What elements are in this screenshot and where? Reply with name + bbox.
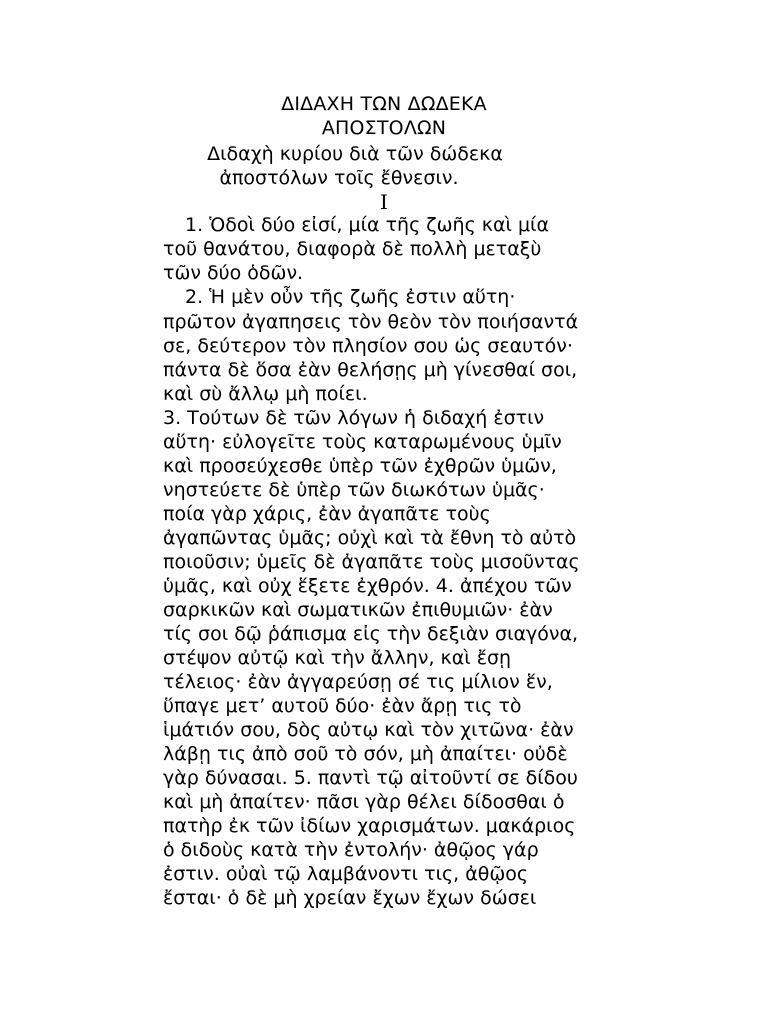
body-line: 3. Τούτων δὲ τῶν λόγων ἡ διδαχή ἐστιν [163,407,545,429]
body-line: ὁ διδοὺς κατὰ τὴν ἐντολήν· ἀθῷος γάρ [163,839,539,861]
body-line: πάντα δὲ ὅσα ἐὰν θελήσῃς μὴ γίνεσθαί σοι, [163,359,578,381]
body-line: ποιοῦσιν; ὑμεῖς δὲ ἀγαπᾶτε τοὺς μισοῦντας [163,551,580,573]
body-line: στέψον αὐτῷ καὶ τὴν ἄλλην, καὶ ἔσῃ [163,647,512,669]
body-line: ἱμάτιόν σου, δὸς αὐτῳ καὶ τὸν χιτῶνα· ἐὰν [163,719,574,741]
body-line: ποία γὰρ χάρις, ἐὰν ἀγαπᾶτε τοὺς [163,503,491,525]
body-line: σαρκικῶν καὶ σωματικῶν ἐπιθυμιῶν· ἐὰν [163,599,553,621]
body-line: ἐστιν. οὐαὶ τῷ λαμβάνοντι τις, ἀθῷος [163,863,529,885]
body-line: καὶ σὺ ἄλλῳ μὴ ποίει. [163,383,368,405]
body-line: καὶ προσεύχεσθε ὑπὲρ τῶν ἐχθρῶν ὑμῶν, [163,455,557,477]
body-line: σε, δεύτερον τὸν πλησίον σου ὡς σεαυτόν· [163,335,573,357]
body-line: τῶν δύο ὁδῶν. [163,262,304,284]
body-line: ἔσται· ὁ δὲ μὴ χρείαν ἔχων ἔχων δώσει [163,887,537,909]
document-subtitle-line-1: Διδαχὴ κυρίου διὰ τῶν δώδεκα [207,143,503,165]
document-subtitle-line-2: ἀποστόλων τοῖς ἔθνεσιν. [219,167,459,189]
chapter-numeral: I [380,190,388,214]
body-line: νηστεύετε δὲ ὑπὲρ τῶν διωκότων ὑμᾶς· [163,479,545,501]
body-line: αὕτη· εὐλογεῖτε τοὺς καταρωμένους ὑμῖν [163,431,562,453]
body-line: τίς σοι δῷ ῥάπισμα εἰς τὴν δεξιὰν σιαγόνα, [163,623,579,645]
body-line: 1. Ὁδοὶ δύο εἰσί, μία τῆς ζωῆς καὶ μία [185,214,549,236]
body-line: λάβῃ τις ἀπὸ σοῦ τὸ σόν, μὴ ἀπαίτει· οὐδὲ [163,743,568,765]
body-line: καὶ μὴ ἀπαίτεν· πᾶσι γὰρ θέλει δίδοσθαι ὁ [163,791,565,813]
body-line: τοῦ θανάτου, διαφορὰ δὲ πολλὴ μεταξὺ [163,238,542,260]
body-line: 2. Ἡ μὲν οὖν τῆς ζωῆς ἐστιν αὕτη· [185,286,516,308]
body-line: τέλειος· ἐὰν ἀγγαρεύσῃ σέ τις μίλιον ἕν, [163,671,553,693]
body-line: ὑμᾶς, καὶ οὐχ ἕξετε ἐχθρόν. 4. ἀπέχου τῶν [163,575,572,597]
body-line: ὕπαγε μετ’ αυτοῦ δύο· ἐὰν ἄρῃ τις τὸ [163,695,522,717]
body-line: πατὴρ ἐκ τῶν ἰδίων χαρισμάτων. μακάριος [163,815,576,837]
body-line: πρῶτον ἀγαπησεις τὸν θεὸν τὸν ποιήσαντά [163,311,579,333]
document-title-line-2: ΑΠΟΣΤΟΛΩΝ [321,117,447,139]
body-line: ἀγαπῶντας ὑμᾶς; οὐχὶ καὶ τὰ ἔθνη τὸ αὐτὸ [163,527,577,549]
body-line: γὰρ δύνασαι. 5. παντὶ τῷ αἰτοῦντί σε δίδου [163,767,578,789]
document-title-line-1: ΔΙΔΑΧΗ ΤΩΝ ΔΩΔΕΚΑ [281,93,487,115]
